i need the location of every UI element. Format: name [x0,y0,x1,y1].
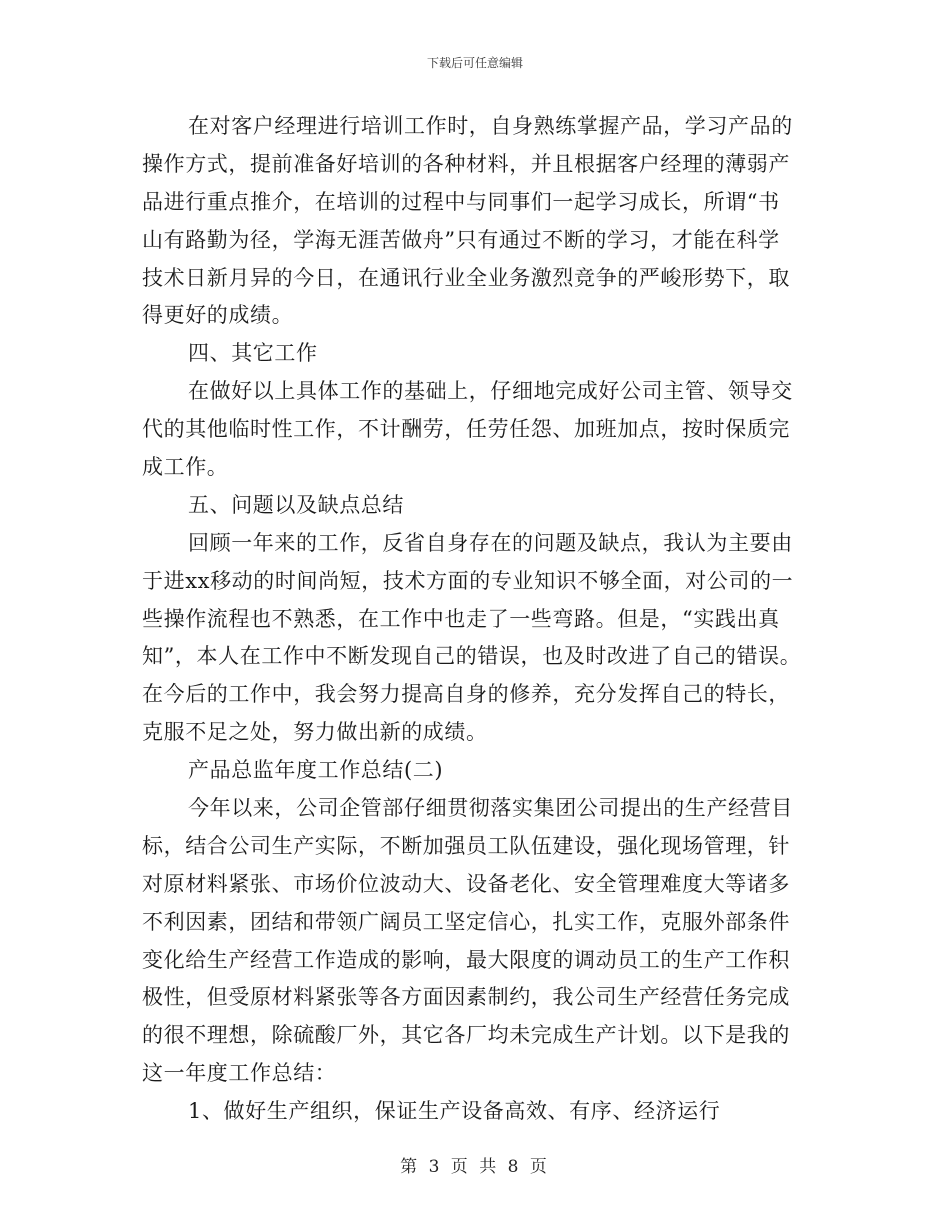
text-line: 在对客户经理进行培训工作时，自身熟练掌握产品，学习产品的 [188,114,793,138]
text-line: 产品总监年度工作总结(二) [188,758,444,783]
text-line: 不利因素，团结和带领广阔员工坚定信心，扎实工作，克服外部条件 [142,909,790,934]
text-line: 变化给生产经营工作造成的影响，最大限度的调动员工的生产工作积 [142,947,790,972]
text-line: 回顾一年来的工作，反省自身存在的问题及缺点，我认为主要由 [188,530,793,555]
page-header: 下载后可任意编辑 [426,56,523,70]
text-line: 克服不足之处，努力做出新的成绩。 [142,720,488,745]
text-line: 标，结合公司生产实际，不断加强员工队伍建设，强化现场管理，针 [142,833,790,858]
text-line: 于进xx移动的时间尚短，技术方面的专业知识不够全面，对公司的一 [142,568,794,593]
text-line: 品进行重点推介，在培训的过程中与同事们一起学习成长，所谓“书 [142,189,780,214]
text-line: 对原材料紧张、市场价位波动大、设备老化、安全管理难度大等诸多 [142,871,790,896]
text-line: 技术日新月异的今日，在通讯行业全业务激烈竞争的严峻形势下，取 [142,265,790,290]
text-line: 的很不理想，除硫酸厂外，其它各厂均未完成生产计划。以下是我的 [142,1023,790,1048]
text-line: 在今后的工作中，我会努力提高自身的修养，充分发挥自己的特长， [142,682,790,707]
text-line: 在做好以上具体工作的基础上，仔细地完成好公司主管、领导交 [188,379,793,404]
text-line: 今年以来，公司企管部仔细贯彻落实集团公司提出的生产经营目 [188,796,793,821]
text-line: 1、做好生产组织，保证生产设备高效、有序、经济运行 [188,1099,721,1124]
text-line: 五、问题以及缺点总结 [188,492,404,517]
text-line: 极性，但受原材料紧张等各方面因素制约，我公司生产经营任务完成 [142,985,790,1010]
text-line: 成工作。 [142,455,229,480]
document-body [142,108,810,1131]
text-line: 操作方式，提前准备好培训的各种材料，并且根据客户经理的薄弱产 [142,151,790,176]
text-line: 这一年度工作总结： [142,1061,337,1086]
text-line: 四、其它工作 [188,341,318,366]
text-line: 得更好的成绩。 [142,303,294,328]
text-line: 知”，本人在工作中不断发现自己的错误，也及时改进了自己的错误。 [142,644,802,669]
text-line: 山有路勤为径，学海无涯苦做舟”只有通过不断的学习，才能在科学 [142,227,780,252]
text-line: 代的其他临时性工作，不计酬劳，任劳任怨、加班加点，按时保质完 [142,417,790,442]
text-line: 些操作流程也不熟悉，在工作中也走了一些弯路。但是，“实践出真 [142,606,780,631]
page-footer: 第 3 页 共 8 页 [400,1157,550,1177]
